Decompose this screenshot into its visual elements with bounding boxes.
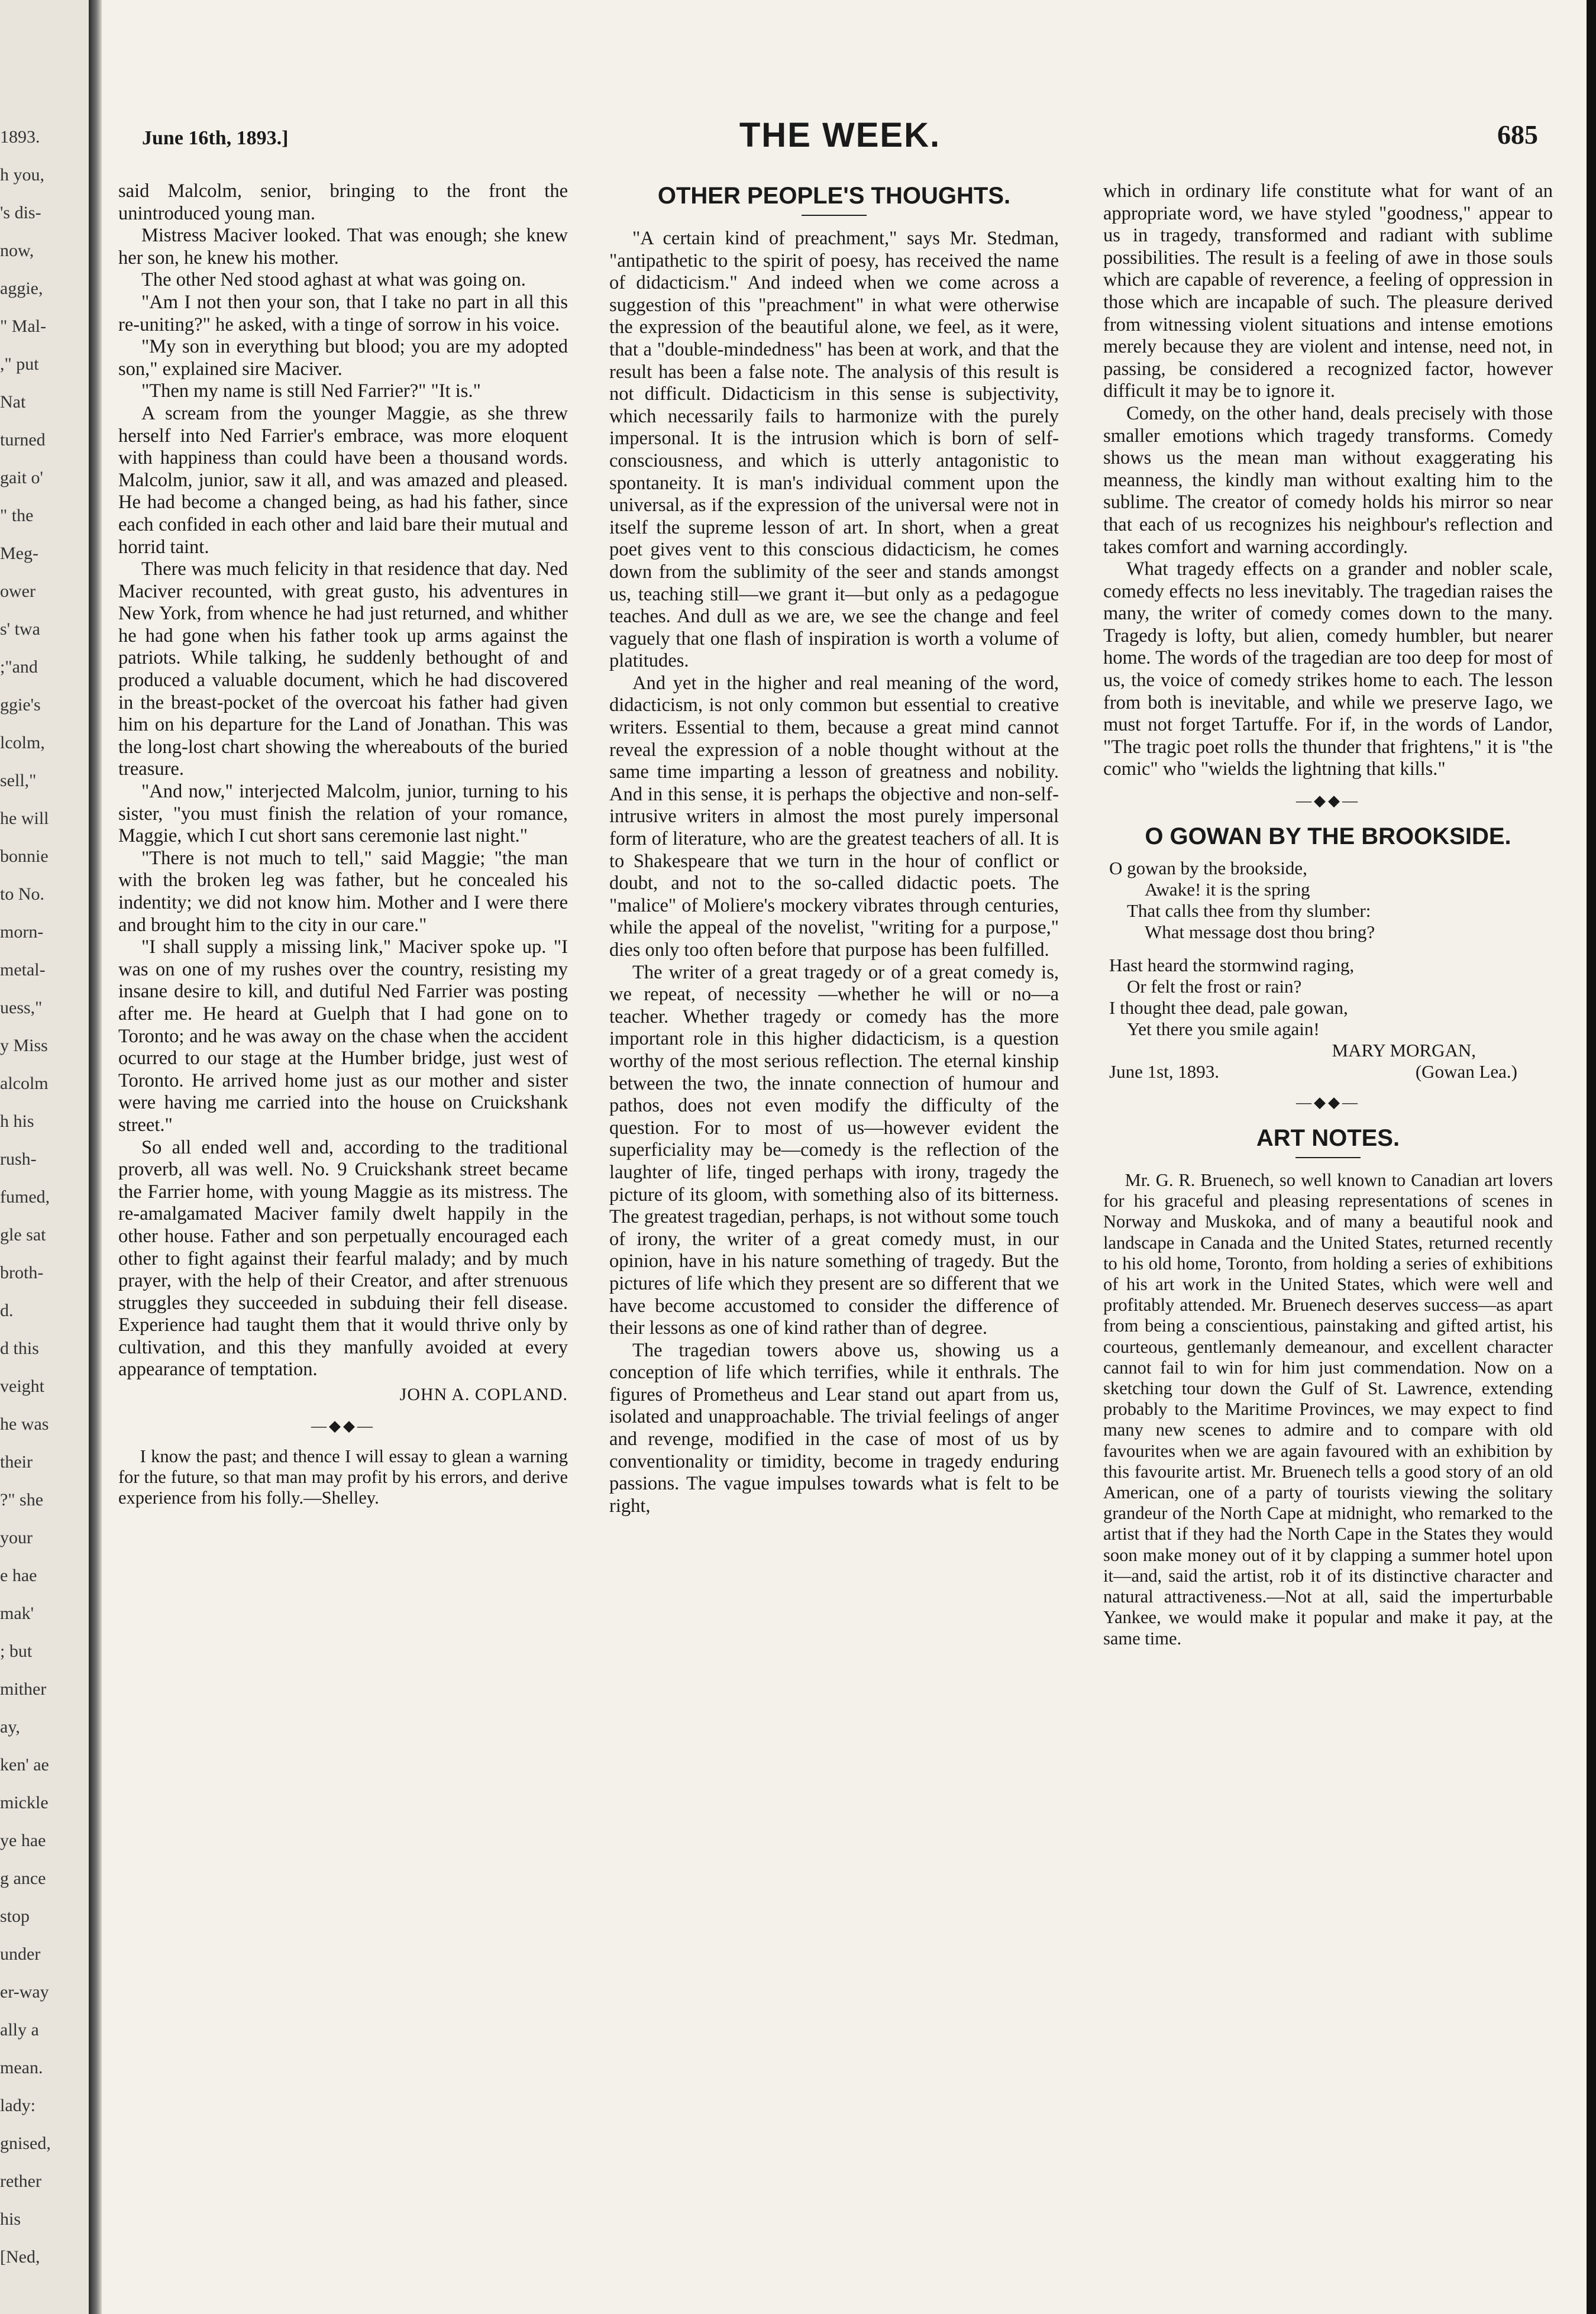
poem-pseudonym: (Gowan Lea.): [1415, 1061, 1517, 1082]
facing-page-edge: [0, 0, 92, 2314]
poem-dateline: [1109, 1061, 1553, 1082]
section-ornament: —◆◆—: [1296, 1094, 1360, 1111]
paragraph: "A certain kind of preachment," says Mr. Stedman, "antipathetic to the spirit of poesy, has received the name of didacticism." And indeed when we come across a suggestion of this "preachment" in what were otherwise the expression of the beautiful alone, we feel, as it were, that a "double-mindedness" has been at work, and that the result has been a false note. The analysis of this result is not difficult. Didacticism in this sense is subjectivity, which necessarily fails to harmonize with the purely impersonal. It is the intrusion which is born of self-consciousness, and which is utterly antagonistic to spontaneity. It is man's individual comment upon the universal, as if the expression of the universal were not in itself the supreme lesson of art. In short, when a great poet gives vent to this conscious didacticism, he comes down from the sublimity of the seer and stands amongst us, teaching still—we grant it—but only as a pedagogue teaches. And dull as we are, we see the change and feel vaguely that one flash of inspiration is worth a volume of platitudes.: [609, 228, 1059, 672]
facing-page-fragment: 's dis-: [0, 203, 41, 222]
poem-title: O GOWAN BY THE BROOKSIDE.: [1145, 823, 1511, 850]
facing-page-fragment: your: [0, 1528, 33, 1547]
article-heading: OTHER PEOPLE'S THOUGHTS.: [657, 183, 1011, 209]
page-edge-shadow: [1587, 0, 1596, 2314]
facing-page-fragment: turned: [0, 430, 46, 450]
facing-page-fragment: d this: [0, 1339, 39, 1358]
facing-page-fragment: Nat: [0, 392, 26, 412]
facing-page-fragment: er-way: [0, 1982, 49, 2002]
facing-page-fragment: mither: [0, 1679, 47, 1699]
section-ornament: —◆◆—: [311, 1417, 375, 1434]
facing-page-fragment: ally a: [0, 2020, 39, 2040]
facing-page-fragment: broth-: [0, 1263, 44, 1282]
poem-line: Yet there you smile again!: [1127, 1019, 1320, 1040]
facing-page-fragment: to No.: [0, 884, 44, 904]
shelley-quote: I know the past; and thence I will essay to glean a warning for the future, so that man may profit by his errors, and derive experience from his folly.—Shelley.: [118, 1446, 568, 1508]
paragraph: said Malcolm, senior, bringing to the front the unintroduced young man.: [118, 180, 568, 224]
column-1: [118, 180, 568, 2286]
paragraph: Comedy, on the other hand, deals precisely with those smaller emotions which tragedy transforms. Comedy shows us the mean man without exaggerating his meanness, the kindly man without exalting him to the sublime. The creator of comedy holds his mirror so near that each of us recognizes his neighbour's reflection and takes comfort and warning accordingly.: [1103, 402, 1553, 558]
facing-page-fragment: ower: [0, 581, 35, 601]
paragraph: A scream from the younger Maggie, as she threw herself into Ned Farrier's embrace, was more eloquent with happiness than could have been a thousand words. Malcolm, junior, saw it all, and was amazed and pleased. He had become a changed being, as had his father, since each confided in each other and laid bare their mutual and horrid taint.: [118, 402, 568, 558]
facing-page-fragment: metal-: [0, 960, 46, 980]
paragraph: Mr. G. R. Bruenech, so well known to Canadian art lovers for his graceful and pleasing representations of scenes in Norway and Muskoka, and of many a beautiful nook and landscape in Canada and the United States, returned recently to his old home, Toronto, from holding a series of exhibitions of his art work in the United States, which were well and profitably attended. Mr. Bruenech deserves success—as apart from being a conscientious, painstaking and gifted artist, his courteous, gentlemanly demeanour, and excellent character cannot fail to win for him just commendation. Now on a sketching tour down the Gulf of St. Lawrence, extending probably to the Maritime Provinces, we may expect to find many new scenes to admire and to compare with old favourites when we are again favoured with an exhibition by this favourite artist. Mr. Bruenech tells a good story of an old American, one of a party of tourists viewing the solitary grandeur of the North Cape at midnight, who remarked to the artist that if they had the North Cape in the States they would soon make money out of it by clapping a summer hotel upon it—and, said the artist, rob it of its distinctive character and natural attractiveness.—Not at all, said the imperturbable Yankee, we would make it popular and make it pay, at the same time.: [1103, 1170, 1553, 1649]
poem-line: Hast heard the stormwind raging,: [1109, 955, 1355, 976]
facing-page-fragment: h his: [0, 1111, 34, 1131]
facing-page-fragment: morn-: [0, 922, 44, 942]
section-ornament: —◆◆—: [1296, 792, 1360, 810]
art-notes-body: [1103, 1170, 1553, 1649]
column-3: [1103, 180, 1553, 2286]
paragraph: "Am I not then your son, that I take no part in all this re-uniting?" he asked, with a tinge of sorrow in his voice.: [118, 291, 568, 335]
paragraph: The tragedian towers above us, showing us a conception of life which terrifies, while it enthrals. The figures of Prometheus and Lear stand out apart from us, isolated and unapproachable. The trivial feelings of anger and revenge, modified in the case of most of us by conventionality or timidity, become in tragedy enduring passions. The vague impulses towards what is felt to be right,: [609, 1339, 1059, 1517]
column-2: [609, 180, 1059, 2286]
facing-page-fragment: gnised,: [0, 2134, 51, 2153]
paragraph: There was much felicity in that residence that day. Ned Maciver recounted, with great gusto, his adventures in New York, from whence he had just returned, and whither he had gone when his father took up arms against the patriots. While talking, he suddenly bethought of and produced a valuable document, which he had discovered in the breast-pocket of the overcoat his father had given him on his departure for the Land of Jonathan. This was the long-lost chart showing the whereabouts of the buried treasure.: [118, 558, 568, 780]
facing-page-fragment: rether: [0, 2171, 41, 2191]
paragraph: What tragedy effects on a grander and nobler scale, comedy effects no less inevitably. The tragedian raises the many, the writer of comedy comes down to the many. Tragedy is lofty, but alien, comedy humbler, but nearer home. The words of the tragedian are too deep for most of us, the voice of comedy strikes home to each. The lesson from both is inevitable, and while we preserve Iago, we must not forget Tartuffe. For if, in the words of Landor, "The tragic poet rolls the thunder that frightens," it is "the comic" who "wields the lightning that kills.": [1103, 558, 1553, 780]
facing-page-fragment: " the: [0, 506, 34, 525]
paragraph: "There is not much to tell," said Maggie; "the man with the broken leg was father, but he concealed his indentity; we did not know him. Mother and I were there and brought him to the city in our care.": [118, 847, 568, 936]
facing-page-fragment: gle sat: [0, 1225, 46, 1245]
facing-page-fragment: fumed,: [0, 1187, 50, 1207]
paragraph: "And now," interjected Malcolm, junior, turning to his sister, "you must finish the relation of your romance, Maggie, which I cut short sans ceremonie last night.": [118, 781, 568, 847]
paragraph: So all ended well and, according to the traditional proverb, all was well. No. 9 Cruickshank street became the Farrier home, with young Maggie as its mistress. The re-amalgamated Maciver family dwelt happily in the other house. Father and son perpetually encouraged each other to fight against their fearful malady; and by much prayer, with the help of their Creator, and after strenuous struggles they succeeded in subduing their fell disease. Experience had taught them that it would thrive only by cultivation, and this they manfully avoided at every appearance of temptation.: [118, 1136, 568, 1381]
facing-page-fragment: s' twa: [0, 619, 40, 639]
facing-page-fragment: d.: [0, 1301, 14, 1320]
facing-page-fragment: ?" she: [0, 1490, 44, 1510]
art-notes-heading: ART NOTES.: [1256, 1125, 1400, 1152]
facing-page-fragment: Meg-: [0, 544, 38, 563]
facing-page-fragment: uess,": [0, 998, 43, 1017]
facing-page-fragment: h you,: [0, 165, 44, 185]
facing-page-fragment: sell,": [0, 771, 37, 790]
story-author: JOHN A. COPLAND.: [399, 1385, 568, 1405]
facing-page-fragment: ; but: [0, 1641, 33, 1661]
page-number: 685: [1497, 119, 1538, 150]
facing-page-fragment: now,: [0, 241, 34, 260]
facing-page-fragment: stop: [0, 1906, 30, 1926]
facing-page-fragment: [Ned,: [0, 2247, 40, 2267]
paragraph: Mistress Maciver looked. That was enough; she knew her son, he knew his mother.: [118, 225, 568, 269]
facing-page-fragment: " Mal-: [0, 316, 47, 336]
paragraph: "My son in everything but blood; you are my adopted son," explained sire Maciver.: [118, 336, 568, 380]
page-header: [118, 115, 1562, 180]
facing-page-fragment: ken' ae: [0, 1755, 49, 1775]
paragraph: "Then my name is still Ned Farrier?" "It is.": [141, 380, 481, 402]
facing-page-fragment: he will: [0, 809, 49, 828]
newspaper-page: [118, 115, 1562, 2292]
facing-page-fragment: ;"and: [0, 657, 38, 677]
facing-page-fragment: gait o': [0, 468, 43, 487]
facing-page-fragment: mak': [0, 1604, 34, 1623]
poem-line: Awake! it is the spring: [1145, 879, 1310, 900]
poem-line: Or felt the frost or rain?: [1127, 976, 1302, 997]
facing-page-fragment: lady:: [0, 2096, 35, 2115]
poem: [1109, 858, 1553, 1082]
paragraph: The writer of a great tragedy or of a great comedy is, we repeat, of necessity —whether he will or no—a teacher. Whether tragedy or comedy has the more important role in this higher didacticism, is a question worthy of the most serious reflection. The eternal kinship between the two, the innate connection of humour and pathos, does not even modify the difficulty of the question. For to most of us—however evident the superficiality may be—comedy is the reflection of the laughter of life, tinged perhaps with irony, tragedy the picture of its gloom, with something also of its bitterness. The greatest tragedian, perhaps, is not without some touch of irony, the writer of a great comedy must, in our opinion, have in his nature something of tragedy. But the pictures of life which they present are so different that we have become accustomed to consider the difference of their lessons as one of kind rather than of degree.: [609, 961, 1059, 1339]
poem-line: O gowan by the brookside,: [1109, 858, 1307, 879]
facing-page-fragment: ," put: [0, 354, 39, 374]
facing-page-fragment: mean.: [0, 2058, 43, 2077]
facing-page-fragment: 1893.: [0, 127, 40, 147]
story-conclusion: [118, 180, 568, 1381]
facing-page-fragment: ye hae: [0, 1831, 46, 1850]
paragraph: And yet in the higher and real meaning of the word, didacticism, is not only common but essential to creative writers. Essential to them, because a great mind cannot reveal the expression of a noble thought without at the same time imparting a lesson of greatness and nobility. And in this sense, it is perhaps the objective and non-self-intrusive writers in almost the most purely impersonal form of literature, who are the greatest teachers of all. It is to Shakespeare that we turn in the hour of conflict or doubt, and not to the so-called didactic poets. The "malice" of Moliere's mockery vibrates through centuries, while the appeal of the novelist, "writing for a purpose," dies only too often before that purpose has been fulfilled.: [609, 672, 1059, 961]
facing-page-fragment: mickle: [0, 1793, 49, 1812]
poem-line: That calls thee from thy slumber:: [1127, 900, 1371, 922]
facing-page-fragment: their: [0, 1452, 33, 1472]
poem-author: MARY MORGAN,: [1332, 1040, 1476, 1061]
paragraph: The other Ned stood aghast at what was going on.: [141, 269, 526, 291]
book-gutter: [89, 0, 102, 2314]
facing-page-fragment: veight: [0, 1376, 44, 1396]
publication-title: THE WEEK.: [739, 116, 941, 154]
paragraph: which in ordinary life constitute what for want of an appropriate word, we have styled "goodness," appear to us in tragedy, transformed and radiant with sublime possibilities. The result is a feeling of awe in those souls which are capable of reverence, a feeling of oppression in those which are incapable of such. The pleasure derived from witnessing violent situations and intense emotions merely because they are violent and intense, need not, in passing, be considered a recognized factor, however difficult it may be to ignore it.: [1103, 180, 1553, 402]
article-body: [609, 228, 1059, 1517]
facing-page-fragment: y Miss: [0, 1036, 48, 1055]
facing-page-fragment: e hae: [0, 1566, 37, 1585]
facing-page-fragment: lcolm,: [0, 733, 45, 752]
facing-page-fragment: rush-: [0, 1149, 37, 1169]
facing-page-fragment: he was: [0, 1414, 49, 1434]
facing-page-fragment: under: [0, 1944, 41, 1964]
columns: [118, 180, 1562, 2286]
facing-page-fragment: ggie's: [0, 695, 41, 715]
poem-date: June 1st, 1893.: [1109, 1061, 1219, 1082]
article-continuation: [1103, 180, 1553, 781]
paragraph: "I shall supply a missing link," Maciver spoke up. "I was on one of my rushes over the country, resisting my insane desire to kill, and dutiful Ned Farrier was posting after me. He heard at Guelph that I had gone on to Toronto; and he was away on the chase when the accident ocurred to our stage at the Humber bridge, just west of Toronto. He arrived home just as our mother and sister were having me carried into the house on Cruickshank street.": [118, 936, 568, 1136]
facing-page-fragment: bonnie: [0, 846, 49, 866]
issue-date: June 16th, 1893.]: [142, 127, 289, 149]
facing-page-fragment: g ance: [0, 1869, 46, 1888]
facing-page-fragment: alcolm: [0, 1074, 49, 1093]
facing-page-fragment: aggie,: [0, 279, 43, 298]
heading-rule: [1295, 1157, 1361, 1158]
poem-line: What message dost thou bring?: [1145, 922, 1375, 943]
heading-rule: [802, 215, 867, 216]
facing-page-fragment: his: [0, 2209, 21, 2229]
facing-page-fragment: ay,: [0, 1717, 20, 1737]
poem-line: I thought thee dead, pale gowan,: [1109, 997, 1348, 1019]
